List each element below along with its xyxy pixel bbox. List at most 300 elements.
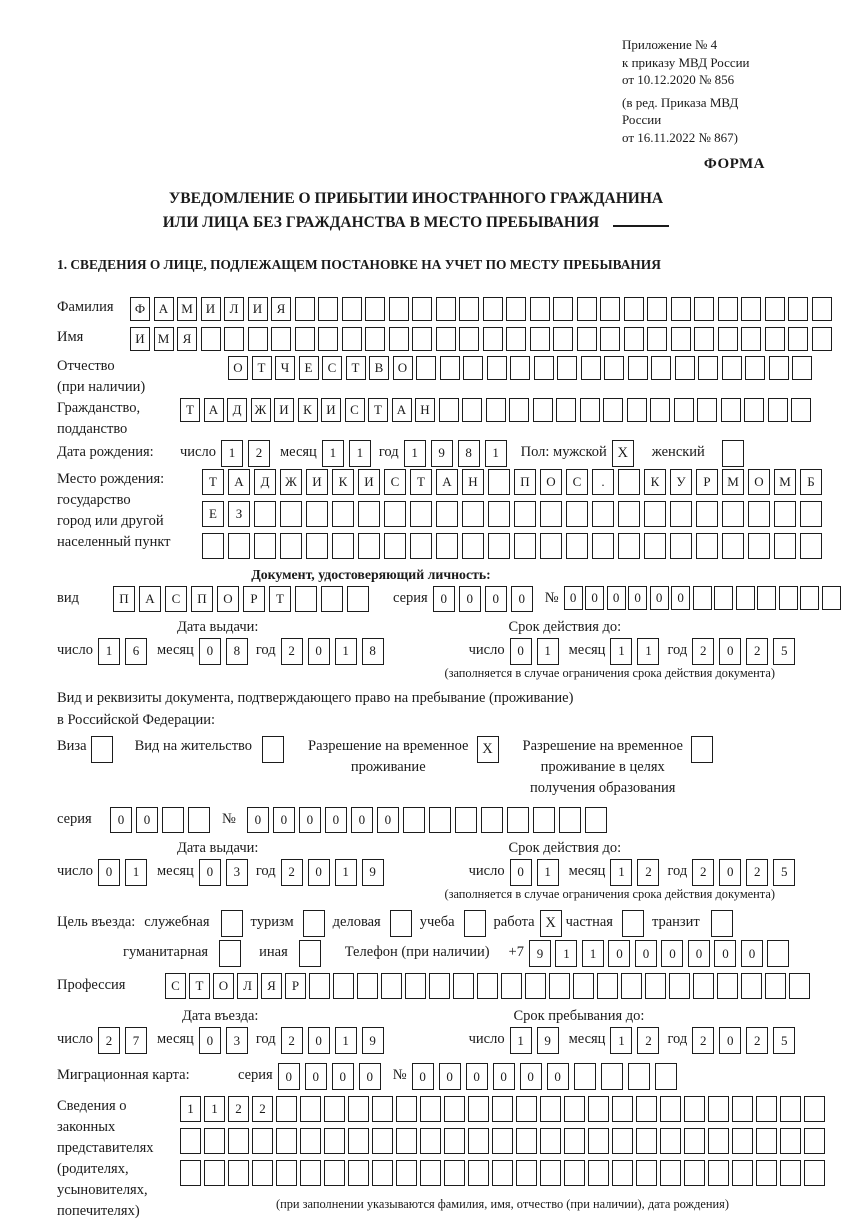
char-cell[interactable] [347, 586, 369, 612]
char-cell[interactable] [741, 327, 761, 351]
char-cell[interactable]: К [644, 469, 666, 495]
char-cell[interactable] [603, 398, 623, 422]
char-cell[interactable]: Е [299, 356, 319, 380]
char-cell[interactable] [514, 501, 536, 527]
char-cell[interactable] [540, 1128, 561, 1154]
char-cell[interactable] [420, 1128, 441, 1154]
char-cell[interactable]: 0 [305, 1063, 327, 1090]
char-cell[interactable] [396, 1128, 417, 1154]
char-cell[interactable] [492, 1160, 513, 1186]
char-cell[interactable] [564, 1128, 585, 1154]
char-cell[interactable] [488, 469, 510, 495]
char-cell[interactable] [577, 327, 597, 351]
char-cell[interactable] [768, 398, 788, 422]
char-cell[interactable]: 1 [204, 1096, 225, 1122]
temp-residence-edu-checkbox[interactable] [691, 736, 713, 763]
char-cell[interactable]: П [191, 586, 213, 612]
char-cell[interactable] [365, 297, 385, 321]
char-cell[interactable] [588, 1128, 609, 1154]
char-cell[interactable] [348, 1160, 369, 1186]
char-cell[interactable]: 0 [719, 1027, 741, 1054]
char-cell[interactable]: 0 [199, 638, 221, 665]
char-cell[interactable]: 0 [493, 1063, 515, 1090]
char-cell[interactable] [600, 327, 620, 351]
char-cell[interactable] [534, 356, 554, 380]
char-cell[interactable]: 0 [607, 586, 626, 610]
char-cell[interactable] [644, 533, 666, 559]
char-cell[interactable] [670, 533, 692, 559]
char-cell[interactable] [580, 398, 600, 422]
char-cell[interactable]: 0 [308, 1027, 330, 1054]
char-cell[interactable]: Я [177, 327, 197, 351]
char-cell[interactable] [744, 398, 764, 422]
char-cell[interactable]: Ф [130, 297, 150, 321]
char-cell[interactable]: Р [696, 469, 718, 495]
char-cell[interactable] [812, 327, 832, 351]
char-cell[interactable]: 0 [377, 807, 399, 833]
char-cell[interactable]: Т [410, 469, 432, 495]
char-cell[interactable] [318, 327, 338, 351]
char-cell[interactable] [439, 398, 459, 422]
char-cell[interactable] [556, 398, 576, 422]
sex-female-checkbox[interactable] [722, 440, 744, 467]
char-cell[interactable]: А [228, 469, 250, 495]
char-cell[interactable] [675, 356, 695, 380]
char-cell[interactable]: Т [180, 398, 200, 422]
purpose-private-checkbox[interactable] [622, 910, 644, 937]
char-cell[interactable]: 0 [608, 940, 630, 967]
char-cell[interactable] [804, 1160, 825, 1186]
char-cell[interactable]: О [748, 469, 770, 495]
char-cell[interactable]: С [345, 398, 365, 422]
char-cell[interactable] [403, 807, 425, 833]
char-cell[interactable] [612, 1128, 633, 1154]
char-cell[interactable]: 1 [555, 940, 577, 967]
char-cell[interactable]: Ч [275, 356, 295, 380]
char-cell[interactable]: 1 [335, 1027, 357, 1054]
char-cell[interactable] [324, 1096, 345, 1122]
char-cell[interactable]: О [213, 973, 234, 999]
char-cell[interactable] [300, 1160, 321, 1186]
char-cell[interactable] [204, 1160, 225, 1186]
char-cell[interactable] [468, 1128, 489, 1154]
char-cell[interactable]: 0 [520, 1063, 542, 1090]
char-cell[interactable] [540, 501, 562, 527]
char-cell[interactable] [468, 1160, 489, 1186]
char-cell[interactable] [612, 1160, 633, 1186]
char-cell[interactable] [624, 327, 644, 351]
char-cell[interactable] [506, 327, 526, 351]
char-cell[interactable] [530, 327, 550, 351]
char-cell[interactable] [396, 1096, 417, 1122]
char-cell[interactable] [660, 1128, 681, 1154]
char-cell[interactable] [384, 533, 406, 559]
char-cell[interactable] [618, 533, 640, 559]
char-cell[interactable]: 2 [281, 638, 303, 665]
char-cell[interactable] [444, 1160, 465, 1186]
char-cell[interactable]: 2 [746, 859, 768, 886]
char-cell[interactable]: 8 [226, 638, 248, 665]
char-cell[interactable]: 1 [335, 638, 357, 665]
char-cell[interactable] [581, 356, 601, 380]
char-cell[interactable]: 1 [537, 859, 559, 886]
char-cell[interactable] [501, 973, 522, 999]
char-cell[interactable]: 8 [458, 440, 480, 467]
char-cell[interactable] [455, 807, 477, 833]
visa-checkbox[interactable] [91, 736, 113, 763]
purpose-humanitarian-checkbox[interactable] [219, 940, 241, 967]
char-cell[interactable]: Ж [251, 398, 271, 422]
char-cell[interactable]: 1 [322, 440, 344, 467]
char-cell[interactable]: М [177, 297, 197, 321]
char-cell[interactable] [774, 501, 796, 527]
char-cell[interactable] [618, 469, 640, 495]
char-cell[interactable] [295, 327, 315, 351]
char-cell[interactable] [280, 533, 302, 559]
char-cell[interactable] [516, 1096, 537, 1122]
char-cell[interactable] [436, 297, 456, 321]
char-cell[interactable]: С [322, 356, 342, 380]
char-cell[interactable]: 8 [362, 638, 384, 665]
char-cell[interactable] [509, 398, 529, 422]
char-cell[interactable] [789, 973, 810, 999]
char-cell[interactable] [756, 1128, 777, 1154]
char-cell[interactable] [574, 1063, 596, 1090]
char-cell[interactable]: 0 [661, 940, 683, 967]
char-cell[interactable]: 7 [125, 1027, 147, 1054]
char-cell[interactable] [564, 1160, 585, 1186]
char-cell[interactable] [693, 586, 712, 610]
char-cell[interactable] [612, 1096, 633, 1122]
char-cell[interactable] [540, 1160, 561, 1186]
char-cell[interactable] [717, 973, 738, 999]
char-cell[interactable] [549, 973, 570, 999]
char-cell[interactable]: Т [368, 398, 388, 422]
char-cell[interactable] [342, 297, 362, 321]
char-cell[interactable] [372, 1096, 393, 1122]
char-cell[interactable]: А [139, 586, 161, 612]
char-cell[interactable] [228, 1128, 249, 1154]
char-cell[interactable]: 2 [281, 859, 303, 886]
char-cell[interactable]: 0 [510, 859, 532, 886]
char-cell[interactable]: 0 [433, 586, 455, 612]
char-cell[interactable]: 3 [226, 859, 248, 886]
char-cell[interactable]: 0 [199, 859, 221, 886]
char-cell[interactable] [436, 327, 456, 351]
char-cell[interactable]: 0 [485, 586, 507, 612]
char-cell[interactable] [540, 533, 562, 559]
char-cell[interactable] [254, 501, 276, 527]
char-cell[interactable] [444, 1096, 465, 1122]
char-cell[interactable]: О [540, 469, 562, 495]
char-cell[interactable] [516, 1160, 537, 1186]
char-cell[interactable]: 0 [564, 586, 583, 610]
char-cell[interactable] [324, 1128, 345, 1154]
char-cell[interactable]: О [228, 356, 248, 380]
char-cell[interactable]: 6 [125, 638, 147, 665]
char-cell[interactable] [651, 356, 671, 380]
char-cell[interactable] [309, 973, 330, 999]
char-cell[interactable] [800, 586, 819, 610]
char-cell[interactable]: 1 [404, 440, 426, 467]
char-cell[interactable] [592, 533, 614, 559]
char-cell[interactable] [483, 327, 503, 351]
char-cell[interactable] [444, 1128, 465, 1154]
char-cell[interactable] [684, 1160, 705, 1186]
char-cell[interactable]: 5 [773, 1027, 795, 1054]
char-cell[interactable]: 0 [136, 807, 158, 833]
char-cell[interactable]: 0 [719, 638, 741, 665]
char-cell[interactable]: 1 [125, 859, 147, 886]
char-cell[interactable] [510, 356, 530, 380]
char-cell[interactable] [372, 1160, 393, 1186]
char-cell[interactable]: 0 [510, 638, 532, 665]
char-cell[interactable] [488, 533, 510, 559]
char-cell[interactable] [660, 1160, 681, 1186]
char-cell[interactable]: К [298, 398, 318, 422]
char-cell[interactable] [669, 973, 690, 999]
char-cell[interactable]: И [274, 398, 294, 422]
char-cell[interactable]: 2 [228, 1096, 249, 1122]
char-cell[interactable] [564, 1096, 585, 1122]
char-cell[interactable] [429, 973, 450, 999]
char-cell[interactable] [741, 297, 761, 321]
char-cell[interactable] [722, 533, 744, 559]
char-cell[interactable] [647, 327, 667, 351]
char-cell[interactable] [436, 533, 458, 559]
char-cell[interactable] [559, 807, 581, 833]
char-cell[interactable] [410, 501, 432, 527]
char-cell[interactable] [342, 327, 362, 351]
char-cell[interactable] [722, 356, 742, 380]
char-cell[interactable] [600, 297, 620, 321]
char-cell[interactable]: 0 [412, 1063, 434, 1090]
char-cell[interactable]: 1 [180, 1096, 201, 1122]
char-cell[interactable] [800, 533, 822, 559]
char-cell[interactable] [597, 973, 618, 999]
char-cell[interactable] [488, 501, 510, 527]
char-cell[interactable] [412, 327, 432, 351]
char-cell[interactable]: 2 [281, 1027, 303, 1054]
char-cell[interactable] [389, 297, 409, 321]
char-cell[interactable] [381, 973, 402, 999]
char-cell[interactable] [774, 533, 796, 559]
char-cell[interactable] [348, 1096, 369, 1122]
char-cell[interactable]: 0 [688, 940, 710, 967]
char-cell[interactable]: И [130, 327, 150, 351]
char-cell[interactable] [684, 1096, 705, 1122]
char-cell[interactable] [628, 1063, 650, 1090]
char-cell[interactable] [721, 398, 741, 422]
char-cell[interactable]: 0 [299, 807, 321, 833]
char-cell[interactable]: О [393, 356, 413, 380]
char-cell[interactable] [405, 973, 426, 999]
char-cell[interactable]: М [722, 469, 744, 495]
char-cell[interactable] [358, 533, 380, 559]
char-cell[interactable]: 0 [439, 1063, 461, 1090]
char-cell[interactable]: Ж [280, 469, 302, 495]
char-cell[interactable]: 0 [308, 638, 330, 665]
char-cell[interactable]: Д [227, 398, 247, 422]
char-cell[interactable]: З [228, 501, 250, 527]
char-cell[interactable] [779, 586, 798, 610]
char-cell[interactable] [745, 356, 765, 380]
char-cell[interactable]: 1 [485, 440, 507, 467]
char-cell[interactable]: 9 [537, 1027, 559, 1054]
char-cell[interactable] [202, 533, 224, 559]
char-cell[interactable]: 1 [510, 1027, 532, 1054]
char-cell[interactable]: 0 [325, 807, 347, 833]
char-cell[interactable] [800, 501, 822, 527]
char-cell[interactable] [462, 501, 484, 527]
char-cell[interactable] [306, 501, 328, 527]
char-cell[interactable]: Р [243, 586, 265, 612]
char-cell[interactable] [463, 356, 483, 380]
char-cell[interactable] [647, 297, 667, 321]
char-cell[interactable] [566, 501, 588, 527]
char-cell[interactable]: И [306, 469, 328, 495]
char-cell[interactable] [765, 973, 786, 999]
char-cell[interactable]: 9 [362, 859, 384, 886]
char-cell[interactable]: 2 [692, 1027, 714, 1054]
char-cell[interactable] [693, 973, 714, 999]
char-cell[interactable] [453, 973, 474, 999]
purpose-official-checkbox[interactable] [221, 910, 243, 937]
char-cell[interactable] [588, 1160, 609, 1186]
purpose-other-checkbox[interactable] [299, 940, 321, 967]
char-cell[interactable] [462, 533, 484, 559]
char-cell[interactable] [271, 327, 291, 351]
char-cell[interactable] [228, 533, 250, 559]
char-cell[interactable] [372, 1128, 393, 1154]
char-cell[interactable] [507, 807, 529, 833]
char-cell[interactable]: 0 [273, 807, 295, 833]
char-cell[interactable] [276, 1160, 297, 1186]
purpose-business-checkbox[interactable] [390, 910, 412, 937]
char-cell[interactable] [566, 533, 588, 559]
char-cell[interactable] [792, 356, 812, 380]
char-cell[interactable]: С [566, 469, 588, 495]
char-cell[interactable] [718, 327, 738, 351]
char-cell[interactable] [492, 1096, 513, 1122]
char-cell[interactable] [477, 973, 498, 999]
char-cell[interactable]: 2 [746, 638, 768, 665]
char-cell[interactable] [722, 501, 744, 527]
char-cell[interactable]: 2 [692, 638, 714, 665]
char-cell[interactable]: С [384, 469, 406, 495]
char-cell[interactable]: 0 [741, 940, 763, 967]
char-cell[interactable]: 1 [349, 440, 371, 467]
char-cell[interactable]: С [165, 973, 186, 999]
char-cell[interactable]: 0 [585, 586, 604, 610]
char-cell[interactable] [533, 807, 555, 833]
char-cell[interactable] [788, 297, 808, 321]
char-cell[interactable]: 9 [529, 940, 551, 967]
char-cell[interactable]: Я [261, 973, 282, 999]
char-cell[interactable]: 0 [308, 859, 330, 886]
char-cell[interactable]: 2 [98, 1027, 120, 1054]
char-cell[interactable] [318, 297, 338, 321]
char-cell[interactable] [697, 398, 717, 422]
char-cell[interactable]: П [514, 469, 536, 495]
char-cell[interactable]: 0 [628, 586, 647, 610]
char-cell[interactable] [822, 586, 841, 610]
char-cell[interactable] [295, 586, 317, 612]
char-cell[interactable] [248, 327, 268, 351]
char-cell[interactable] [420, 1096, 441, 1122]
char-cell[interactable]: П [113, 586, 135, 612]
char-cell[interactable]: 0 [547, 1063, 569, 1090]
char-cell[interactable]: А [154, 297, 174, 321]
char-cell[interactable]: 0 [466, 1063, 488, 1090]
char-cell[interactable]: А [392, 398, 412, 422]
char-cell[interactable] [741, 973, 762, 999]
purpose-study-checkbox[interactable] [464, 910, 486, 937]
char-cell[interactable]: С [165, 586, 187, 612]
char-cell[interactable]: 9 [431, 440, 453, 467]
char-cell[interactable] [276, 1128, 297, 1154]
char-cell[interactable] [765, 297, 785, 321]
char-cell[interactable]: 1 [610, 859, 632, 886]
char-cell[interactable]: . [592, 469, 614, 495]
char-cell[interactable] [577, 297, 597, 321]
char-cell[interactable]: Т [252, 356, 272, 380]
title-blank-line[interactable] [613, 211, 669, 227]
char-cell[interactable] [201, 327, 221, 351]
char-cell[interactable] [604, 356, 624, 380]
char-cell[interactable]: 0 [671, 586, 690, 610]
char-cell[interactable]: 1 [221, 440, 243, 467]
char-cell[interactable]: Л [237, 973, 258, 999]
char-cell[interactable] [295, 297, 315, 321]
char-cell[interactable] [300, 1128, 321, 1154]
purpose-tourism-checkbox[interactable] [303, 910, 325, 937]
char-cell[interactable] [650, 398, 670, 422]
char-cell[interactable] [204, 1128, 225, 1154]
char-cell[interactable]: 2 [692, 859, 714, 886]
char-cell[interactable] [757, 586, 776, 610]
char-cell[interactable]: 0 [199, 1027, 221, 1054]
char-cell[interactable] [420, 1160, 441, 1186]
char-cell[interactable]: 0 [247, 807, 269, 833]
char-cell[interactable]: 1 [537, 638, 559, 665]
char-cell[interactable]: А [204, 398, 224, 422]
char-cell[interactable] [389, 327, 409, 351]
char-cell[interactable] [812, 297, 832, 321]
char-cell[interactable]: 0 [351, 807, 373, 833]
char-cell[interactable] [557, 356, 577, 380]
char-cell[interactable] [624, 297, 644, 321]
char-cell[interactable] [601, 1063, 623, 1090]
char-cell[interactable] [533, 398, 553, 422]
char-cell[interactable] [459, 297, 479, 321]
char-cell[interactable]: Т [189, 973, 210, 999]
char-cell[interactable]: 5 [773, 859, 795, 886]
char-cell[interactable] [655, 1063, 677, 1090]
char-cell[interactable] [365, 327, 385, 351]
char-cell[interactable]: 0 [635, 940, 657, 967]
char-cell[interactable]: 0 [650, 586, 669, 610]
char-cell[interactable] [332, 501, 354, 527]
char-cell[interactable]: М [774, 469, 796, 495]
char-cell[interactable] [756, 1096, 777, 1122]
residence-permit-checkbox[interactable] [262, 736, 284, 763]
char-cell[interactable] [506, 297, 526, 321]
char-cell[interactable] [462, 398, 482, 422]
char-cell[interactable] [468, 1096, 489, 1122]
temp-residence-checkbox[interactable]: X [477, 736, 499, 763]
char-cell[interactable] [714, 586, 733, 610]
